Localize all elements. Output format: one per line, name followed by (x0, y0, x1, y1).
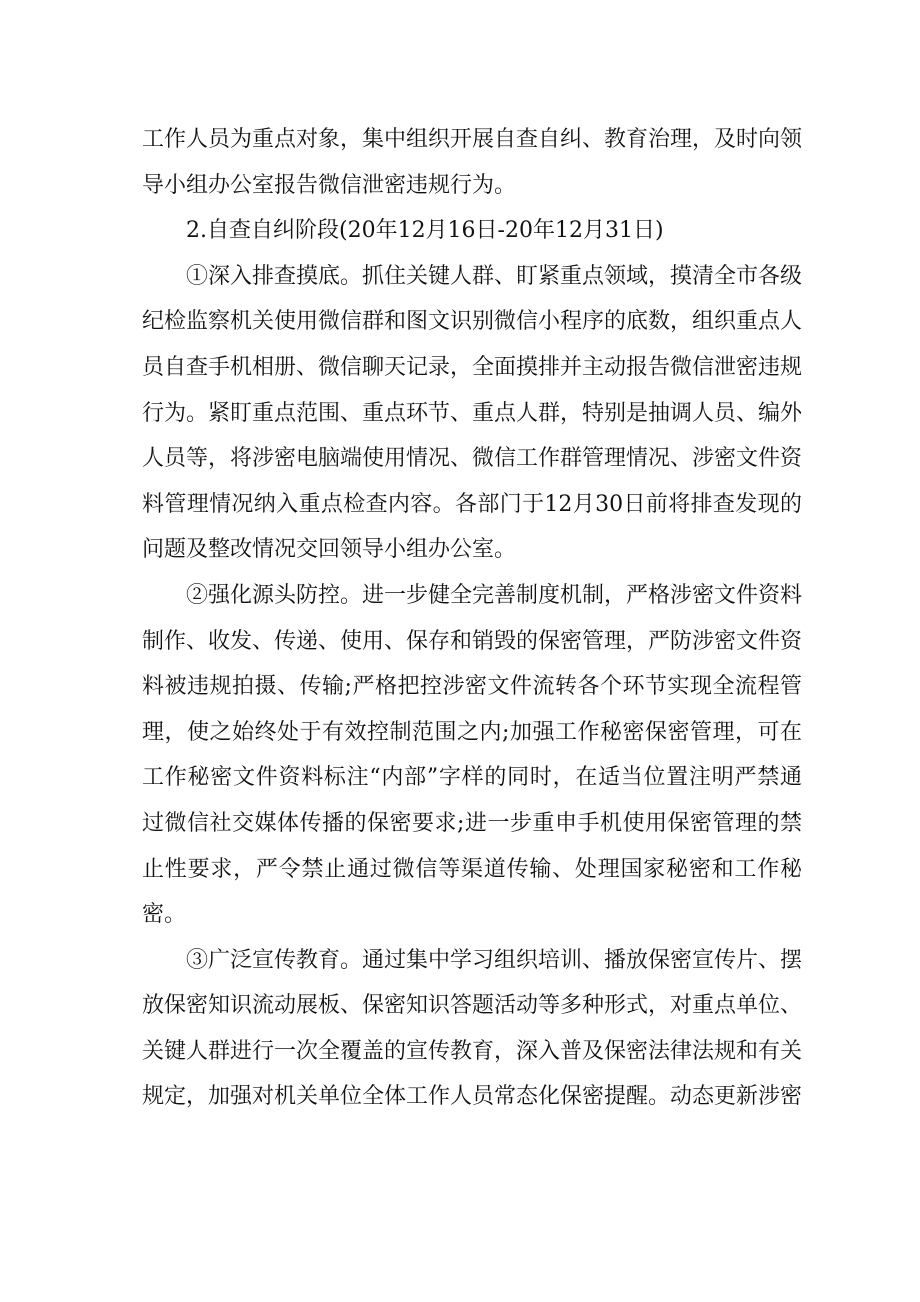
paragraph-investigation: ①深入排查摸底。抓住关键人群、盯紧重点领域，摸清全市各级纪检监察机关使用微信群和图文识别微信小程序的底数，组织重点人员自查手机相册、微信聊天记录，全面摸排并主动报告微信泄密违规行为。紧盯重点范围、重点环节、重点人群，特别是抽调人员、编外人员等，将涉密电脑端使用情况、微信工作群管理情况、涉密文件资料管理情况纳入重点检查内容。各部门于12月30日前将排查发现的问题及整改情况交回领导小组办公室。 (142, 263, 803, 563)
document-body (142, 117, 802, 1120)
paragraph-continuation: 工作人员为重点对象，集中组织开展自查自纠、教育治理，及时向领导小组办公室报告微信泄密违规行为。 (142, 127, 803, 198)
paragraph-publicity-education: ③广泛宣传教育。通过集中学习组织培训、播放保密宣传片、摆放保密知识流动展板、保密知识答题活动等多种形式，对重点单位、关键人群进行一次全覆盖的宣传教育，深入普及保密法律法规和有关规定，加强对机关单位全体工作人员常态化保密提醒。动态更新涉密 (142, 947, 803, 1110)
section-heading-self-check-stage: 2.自查自纠阶段(20年12月16日-20年12月31日) (186, 218, 664, 244)
paragraph-source-prevention: ②强化源头防控。进一步健全完善制度机制，严格涉密文件资料制作、收发、传递、使用、保存和销毁的保密管理，严防涉密文件资料被违规拍摄、传输;严格把控涉密文件流转各个环节实现全流程管理，使之始终处于有效控制范围之内;加强工作秘密保密管理，可在工作秘密文件资料标注“内部”字样的同时，在适当位置注明严禁通过微信社交媒体传播的保密要求;进一步重申手机使用保密管理的禁止性要求，严令禁止通过微信等渠道传输、处理国家秘密和工作秘密。 (142, 582, 803, 928)
